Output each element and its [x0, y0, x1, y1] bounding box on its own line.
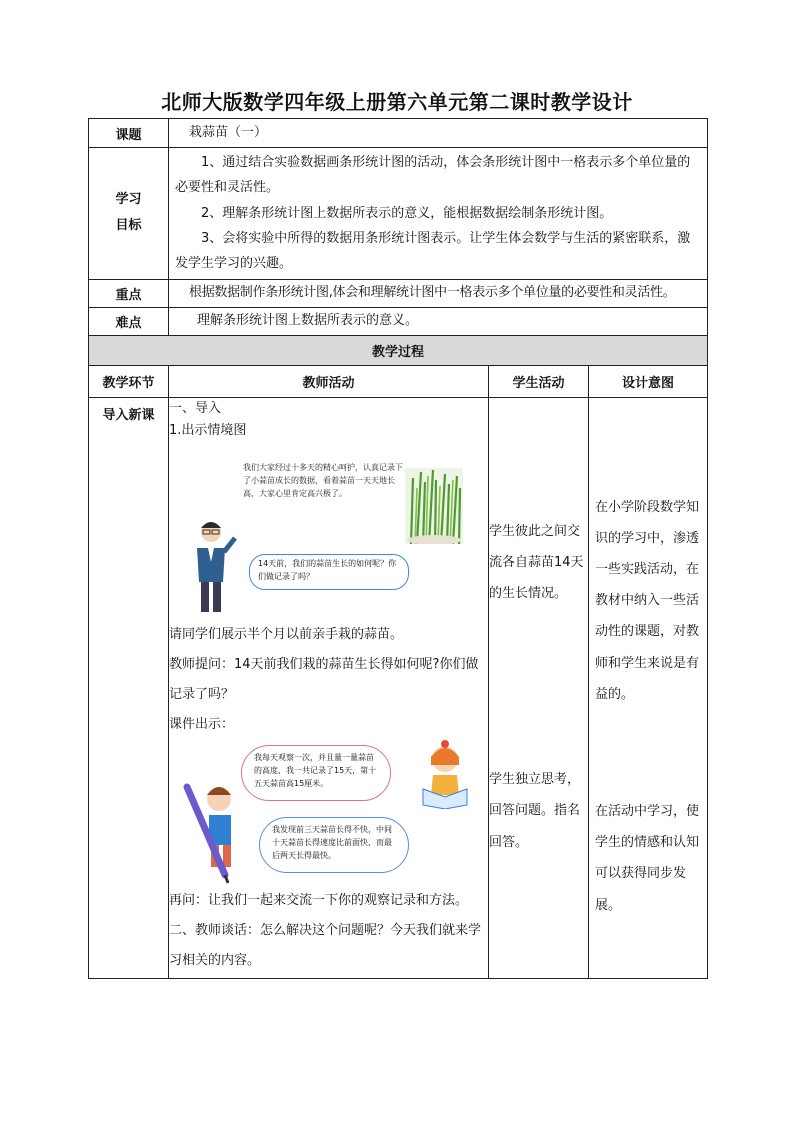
topic-value: 栽蒜苗（一）	[169, 119, 708, 148]
difficulty-row	[89, 307, 708, 335]
topic-row	[89, 119, 708, 148]
garlic-sprouts-photo	[405, 468, 463, 544]
objective-item: 3、会将实验中所得的数据用条形统计图表示。让学生体会数学与生活的紧密联系，激发学生学习的兴趣。	[175, 231, 691, 272]
objectives-list	[169, 148, 708, 280]
process-header: 教学过程	[89, 335, 708, 365]
topic-label: 课题	[89, 119, 169, 148]
intro-row	[89, 397, 708, 978]
teacher-para-2: 教师提问：14天前我们栽的蒜苗生长得如何呢?你们做记录了吗？	[169, 656, 479, 702]
teacher-para-5: 二、教师谈话：怎么解决这个问题呢？今天我们就来学习相关的内容。	[169, 923, 482, 968]
teacher-para-3: 课件出示：	[169, 716, 235, 732]
scene-illustration-1	[169, 442, 488, 620]
column-intent: 设计意图	[589, 365, 708, 397]
student-activity-b: 学生独立思考，回答问题。指名回答。	[489, 772, 581, 850]
thought-cloud-2: 我发现前三天蒜苗长得不快，中间十天蒜苗长得速度比前面快，而最后两天长得最快。	[259, 817, 409, 873]
key-point-label: 重点	[89, 279, 169, 307]
difficulty-value: 理解条形统计图上数据所表示的意义。	[169, 307, 708, 335]
design-intent-a: 在小学阶段数学知识的学习中，渗透一些实践活动，在教材中纳入一些活动性的课题，对教师和学生来说是有益的。	[595, 499, 700, 702]
column-stage: 教学环节	[89, 365, 169, 397]
girl-reading-figure	[415, 739, 473, 809]
design-intent-b: 在活动中学习，使学生的情感和认知可以获得同步发展。	[595, 804, 700, 913]
scene-1-text: 我们大家经过十多天的精心呵护，认真记录下了小蒜苗成长的数据，看着蒜苗一天天地长高，大家心里肯定高兴极了。	[243, 462, 403, 498]
column-header-row	[89, 365, 708, 397]
lesson-plan-table	[88, 118, 708, 979]
thought-cloud-1: 我每天观察一次，并且量一量蒜苗的高度，我一共记录了15天，第十五天蒜苗高15厘米。	[241, 745, 391, 801]
student-activity	[489, 397, 589, 978]
scene-illustration-2	[169, 739, 488, 887]
teacher-line-2: 1.出示情境图	[169, 422, 247, 438]
stage-label: 导入新课	[89, 397, 169, 978]
objectives-label: 学习 目标	[89, 148, 169, 280]
column-teacher: 教师活动	[169, 365, 489, 397]
difficulty-label: 难点	[89, 307, 169, 335]
column-student: 学生活动	[489, 365, 589, 397]
teacher-speech-bubble: 14天前，我们的蒜苗生长的如何呢？你们做记录了吗？	[249, 554, 409, 590]
teacher-activity	[169, 397, 489, 978]
objective-item: 1、通过结合实验数据画条形统计图的活动，体会条形统计图中一格表示多个单位量的必要性和灵活性。	[175, 155, 691, 196]
teacher-para-1: 请同学们展示半个月以前亲手栽的蒜苗。	[169, 626, 404, 642]
process-header-row	[89, 335, 708, 365]
teacher-para-4: 再问：让我们一起来交流一下你的观察记录和方法。	[169, 893, 469, 909]
design-intent	[589, 397, 708, 978]
student-activity-a: 学生彼此之间交流各自蒜苗14天的生长情况。	[489, 523, 584, 602]
objective-item: 2、理解条形统计图上数据所表示的意义，能根据数据绘制条形统计图。	[201, 205, 613, 221]
objectives-row	[89, 148, 708, 280]
boy-with-pencil-figure	[181, 779, 245, 887]
key-point-value: 根据数据制作条形统计图,体会和理解统计图中一格表示多个单位量的必要性和灵活性。	[169, 279, 708, 307]
teacher-line-1: 一、导入	[169, 400, 222, 416]
document-title: 北师大版数学四年级上册第六单元第二课时教学设计	[161, 90, 633, 114]
teacher-figure	[189, 518, 239, 618]
key-point-row	[89, 279, 708, 307]
